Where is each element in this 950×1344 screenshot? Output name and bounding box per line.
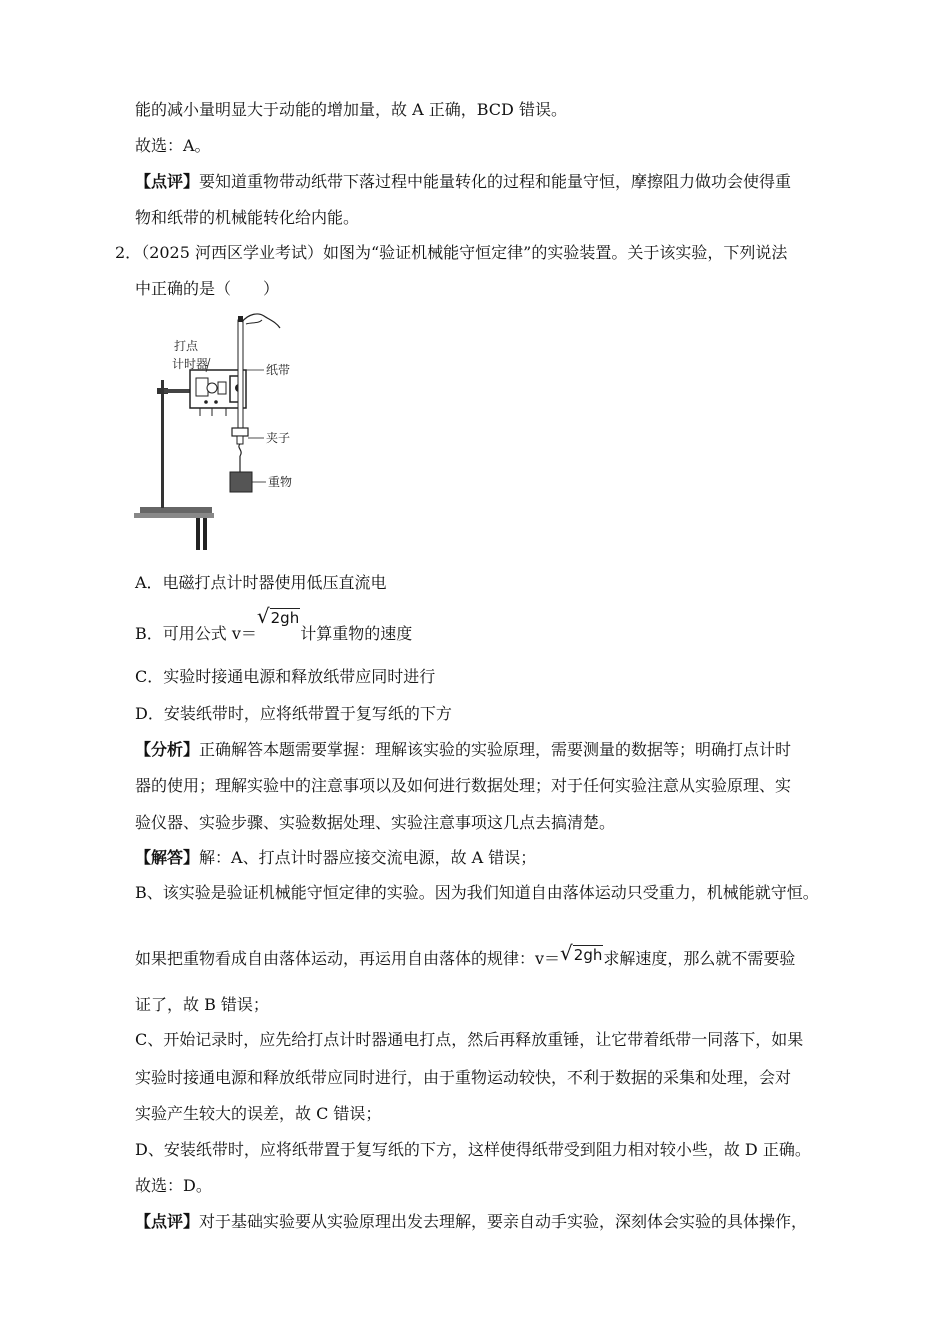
analysis-line3: 验仪器、实验步骤、实验数据处理、实验注意事项这几点去搞清楚。 — [135, 813, 616, 832]
sqrt-formula — [257, 606, 300, 628]
timer-label-line2: 计时器 — [172, 357, 209, 371]
answer-line-a — [135, 848, 536, 868]
weight-label: 重物 — [268, 475, 293, 489]
question-text: （2025 河西区学业考试）如图为“验证机械能守恒定律”的实验装置。关于该实验，下列说法 — [141, 243, 788, 262]
analysis-tag: 【分析】 — [135, 740, 200, 759]
sqrt-formula — [560, 943, 603, 965]
option-d: D．安装纸带时，应将纸带置于复写纸的下方 — [135, 704, 452, 723]
option-b — [135, 604, 413, 644]
clip-label: 夹子 — [266, 431, 291, 445]
option-b-prefix: B．可用公式 v＝ — [135, 624, 257, 643]
answer-choice: 故选：D。 — [135, 1176, 212, 1195]
comment-line — [135, 1212, 807, 1232]
answer-tag: 【解答】 — [135, 848, 200, 867]
answer-b2-suffix: 求解速度，那么就不需要验 — [603, 949, 796, 968]
answer-choice: 故选：A。 — [135, 136, 211, 155]
comment-text: 对于基础实验要从实验原理出发去理解，要亲自动手实验，深刻体会实验的具体操作， — [199, 1212, 808, 1231]
comment-tag: 【点评】 — [135, 172, 200, 191]
analysis-line1 — [135, 740, 791, 760]
text-line: 物和纸带的机械能转化给内能。 — [135, 208, 360, 227]
comment-text: 要知道重物带动纸带下落过程中能量转化的过程和能量守恒，摩擦阻力做功会使得重 — [199, 172, 792, 191]
answer-line-d: D、安装纸带时，应将纸带置于复写纸的下方，这样使得纸带受到阻力相对较小些，故 D 正确。 — [135, 1140, 811, 1159]
analysis-text: 正确解答本题需要掌握：理解该实验的实验原理，需要测量的数据等；明确打点计时 — [199, 740, 792, 759]
answer-text: 解：A、打点计时器应接交流电源，故 A 错误； — [199, 848, 537, 867]
answer-line-c2: 实验时接通电源和释放纸带应同时进行，由于重物运动较快，不利于数据的采集和处理，会对 — [135, 1068, 792, 1087]
question-text-line2: 中正确的是（ ） — [135, 279, 280, 298]
tape-label: 纸带 — [266, 363, 291, 377]
radical-icon: √ — [560, 941, 573, 965]
answer-line-b3: 证了，故 B 错误； — [135, 995, 269, 1014]
analysis-line2: 器的使用；理解实验中的注意事项以及如何进行数据处理；对于任何实验注意从实验原理、实 — [135, 776, 792, 795]
question-number: 2． — [115, 243, 142, 262]
comment-tag: 【点评】 — [135, 1212, 200, 1231]
option-c: C．实验时接通电源和释放纸带应同时进行 — [135, 667, 436, 686]
experiment-apparatus-figure — [130, 310, 310, 552]
answer-line-c3: 实验产生较大的误差，故 C 错误； — [135, 1104, 382, 1123]
question-2-stem — [115, 243, 787, 263]
timer-label-line1: 打点 — [174, 339, 199, 353]
answer-line-b1: B、该实验是验证机械能守恒定律的实验。因为我们知道自由落体运动只受重力，机械能就守恒。 — [135, 883, 819, 902]
option-b-suffix: 计算重物的速度 — [300, 624, 413, 643]
radical-icon: √ — [256, 604, 270, 628]
answer-line-b2 — [135, 941, 796, 969]
comment-line — [135, 172, 791, 192]
formula-radicand: 2gh — [573, 946, 603, 964]
formula-radicand: 2gh — [270, 609, 300, 627]
answer-b2-prefix: 如果把重物看成自由落体运动，再运用自由落体的规律：v＝ — [135, 949, 561, 968]
option-a: A．电磁打点计时器使用低压直流电 — [135, 573, 387, 592]
text-line: 能的减小量明显大于动能的增加量，故 A 正确，BCD 错误。 — [135, 100, 567, 119]
answer-line-c1: C、开始记录时，应先给打点计时器通电打点，然后再释放重锤，让它带着纸带一同落下，如果 — [135, 1030, 804, 1049]
